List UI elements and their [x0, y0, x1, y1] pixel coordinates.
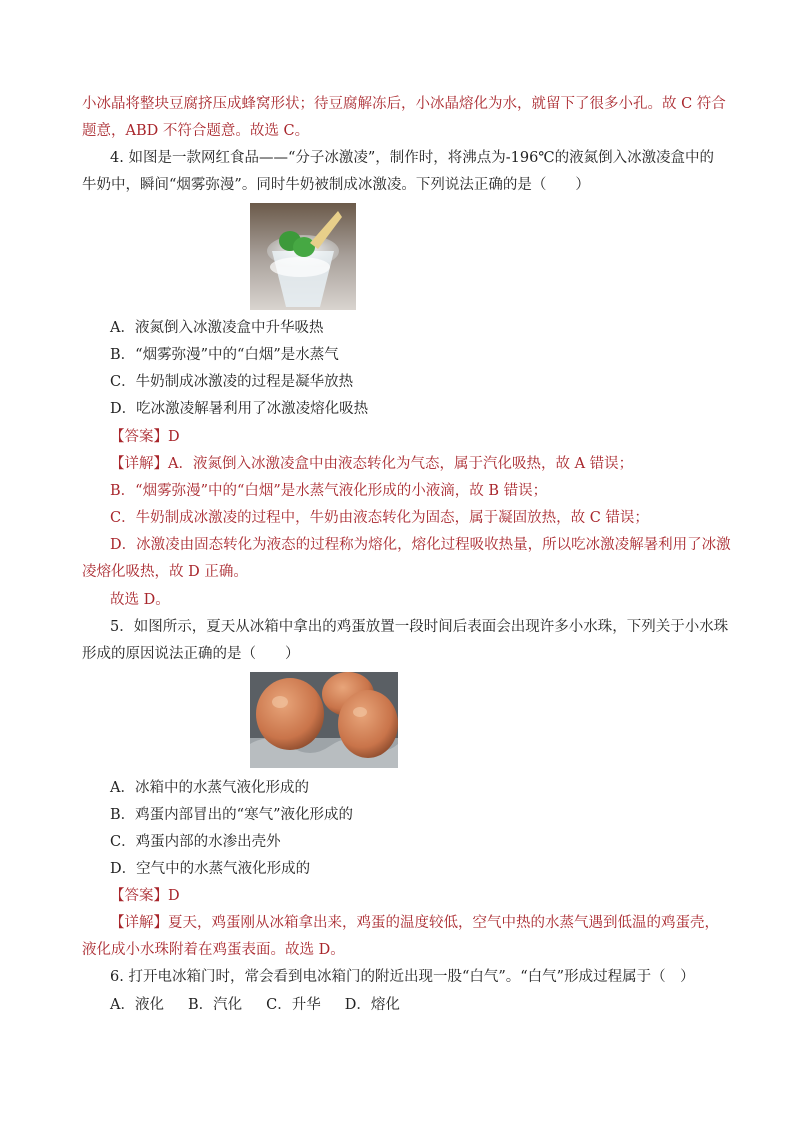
detail-text: A．液氮倒入冰激凌盒中由液态转化为气态，属于汽化吸热，故 A 错误； [168, 456, 634, 472]
option-a: A．液氮倒入冰激凌盒中升华吸热 [110, 320, 324, 336]
detail-label: 【详解】 [110, 915, 168, 931]
detail-line: D．冰激凌由固态转化为液态的过程称为熔化，熔化过程吸收热量，所以吃冰激凌解暑利用了冰激 [110, 537, 731, 553]
detail-line: 液化成小水珠附着在鸡蛋表面。故选 D。 [82, 942, 345, 958]
answer-value: D [168, 429, 180, 445]
detail-line [110, 913, 750, 933]
option-c: C．鸡蛋内部的水渗出壳外 [110, 834, 281, 850]
eggs-image [250, 672, 398, 768]
question-6-options [110, 995, 750, 1015]
option-b: B．汽化 [187, 997, 243, 1013]
answer-label: 【答案】 [110, 429, 168, 445]
prev-explanation-line: 小冰晶将整块豆腐挤压成蜂窝形状；待豆腐解冻后，小冰晶熔化为水，就留下了很多小孔。故 C 符合 [82, 96, 726, 112]
option-d: D．熔化 [344, 997, 400, 1013]
option-c: C．牛奶制成冰激凌的过程是凝华放热 [110, 374, 354, 390]
question-4-stem: 牛奶中，瞬间“烟雾弥漫”。同时牛奶被制成冰激凌。下列说法正确的是（ ） [82, 177, 590, 193]
detail-line: 凌熔化吸热，故 D 正确。 [82, 564, 248, 580]
option-d: D．吃冰激凌解暑利用了冰激凌熔化吸热 [110, 401, 369, 417]
answer-line [110, 886, 750, 906]
question-6-stem: 6. 打开电冰箱门时，常会看到电冰箱门的附近出现一股“白气”。“白气”形成过程属于（ ） [110, 969, 695, 985]
option-a: A．冰箱中的水蒸气液化形成的 [110, 780, 309, 796]
answer-label: 【答案】 [110, 888, 168, 904]
detail-label: 【详解】 [110, 456, 168, 472]
option-a: A．液化 [110, 997, 164, 1013]
detail-line [110, 454, 750, 474]
option-b: B．“烟雾弥漫”中的“白烟”是水蒸气 [110, 347, 339, 363]
question-5-stem: 5．如图所示，夏天从冰箱中拿出的鸡蛋放置一段时间后表面会出现许多小水珠，下列关于小水珠 [110, 619, 729, 635]
option-b: B．鸡蛋内部冒出的“寒气”液化形成的 [110, 807, 353, 823]
answer-line [110, 427, 750, 447]
question-4-stem: 4. 如图是一款网红食品——“分子冰激凌”，制作时，将沸点为-196℃的液氮倒入冰激凌盒中的 [110, 150, 715, 166]
ice-cream-image [250, 203, 356, 310]
detail-text: 夏天，鸡蛋刚从冰箱拿出来，鸡蛋的温度较低，空气中热的水蒸气遇到低温的鸡蛋壳， [168, 915, 719, 931]
detail-line: C．牛奶制成冰激凌的过程中，牛奶由液态转化为固态，属于凝固放热，故 C 错误； [110, 510, 649, 526]
option-d: D．空气中的水蒸气液化形成的 [110, 861, 311, 877]
detail-line: B．“烟雾弥漫”中的“白烟”是水蒸气液化形成的小液滴，故 B 错误； [110, 483, 548, 499]
option-c: C．升华 [266, 997, 321, 1013]
question-5-stem: 形成的原因说法正确的是（ ） [82, 646, 300, 662]
conclusion-line: 故选 D。 [110, 592, 170, 608]
prev-explanation-line: 题意，ABD 不符合题意。故选 C。 [82, 123, 310, 139]
answer-value: D [168, 888, 180, 904]
